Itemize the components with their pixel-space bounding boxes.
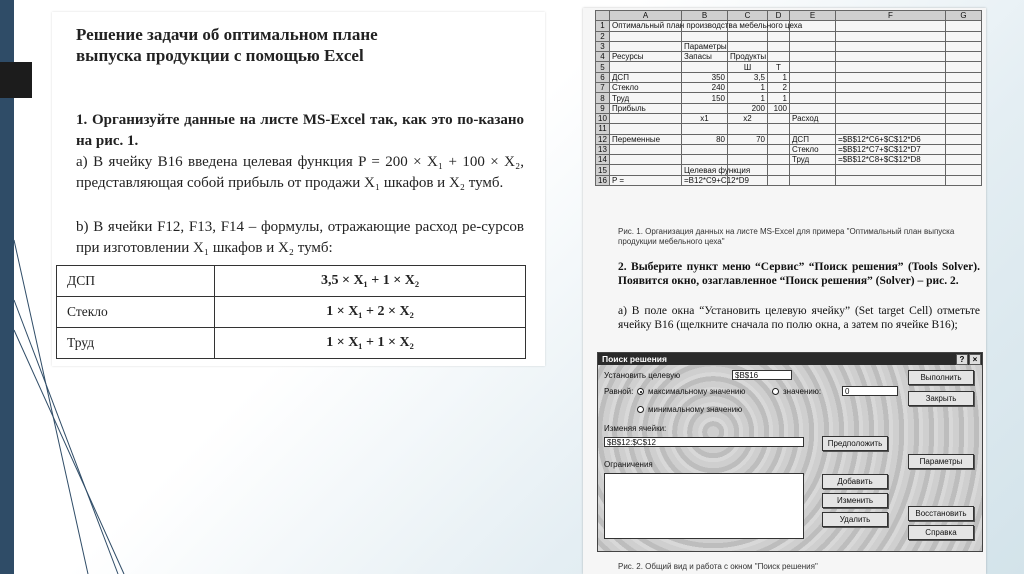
sheet-cell[interactable] bbox=[946, 155, 982, 165]
sheet-cell[interactable] bbox=[946, 93, 982, 103]
sheet-cell[interactable] bbox=[610, 31, 682, 41]
sheet-cell[interactable]: Труд bbox=[610, 93, 682, 103]
sheet-cell[interactable]: =$B$12*C6+$C$12*D6 bbox=[836, 134, 946, 144]
sheet-row bbox=[596, 144, 982, 154]
value-input[interactable]: 0 bbox=[842, 386, 898, 396]
sheet-cell[interactable] bbox=[836, 52, 946, 62]
sheet-cell[interactable]: Целевая функция bbox=[682, 165, 728, 175]
column-header: G bbox=[946, 11, 982, 21]
sheet-cell[interactable] bbox=[946, 83, 982, 93]
resource-formula: 3,5 × X₁ + 1 × X₂ bbox=[215, 266, 526, 297]
resource-name: Стекло bbox=[57, 297, 215, 328]
sheet-cell[interactable]: 1 bbox=[768, 72, 790, 82]
sheet-cell[interactable] bbox=[610, 124, 682, 134]
right-page bbox=[583, 8, 986, 574]
sheet-row bbox=[596, 83, 982, 93]
max-radio[interactable] bbox=[637, 388, 644, 395]
row-number: 8 bbox=[596, 93, 610, 103]
sheet-cell[interactable] bbox=[946, 103, 982, 113]
step-1b-text: b) В ячейки F12, F13, F14 – формулы, отражающие расход ре-сурсов при изготовлении X₁ шкафов и X₂ тумб: bbox=[76, 219, 524, 256]
sheet-row bbox=[596, 155, 982, 165]
sheet-cell[interactable] bbox=[836, 72, 946, 82]
sheet-cell[interactable]: Прибыль bbox=[610, 103, 682, 113]
column-header: A bbox=[610, 11, 682, 21]
sheet-row bbox=[596, 103, 982, 113]
sheet-cell[interactable]: ДСП bbox=[610, 72, 682, 82]
sheet-row bbox=[596, 113, 982, 123]
left-page bbox=[52, 12, 545, 366]
table-row bbox=[57, 297, 526, 328]
sheet-cell[interactable] bbox=[768, 134, 790, 144]
table-row bbox=[57, 328, 526, 359]
sheet-cell[interactable]: P = bbox=[610, 175, 682, 185]
sheet-row bbox=[596, 21, 982, 31]
sheet-cell[interactable] bbox=[728, 155, 768, 165]
equal-label: Равной: bbox=[604, 387, 634, 396]
sheet-cell[interactable] bbox=[790, 175, 836, 185]
sheet-cell[interactable] bbox=[836, 165, 946, 175]
row-number: 6 bbox=[596, 72, 610, 82]
sheet-cell[interactable]: Ресурсы bbox=[610, 52, 682, 62]
sheet-cell[interactable]: =$B$12*C7+$C$12*D7 bbox=[836, 144, 946, 154]
sheet-cell[interactable] bbox=[790, 124, 836, 134]
sheet-cell[interactable]: 1 bbox=[768, 93, 790, 103]
row-number: 13 bbox=[596, 144, 610, 154]
sheet-cell[interactable] bbox=[790, 72, 836, 82]
sheet-cell[interactable]: Запасы bbox=[682, 52, 728, 62]
change-button[interactable]: Изменить bbox=[822, 493, 888, 508]
sheet-cell[interactable] bbox=[790, 41, 836, 51]
sheet-cell[interactable] bbox=[682, 144, 728, 154]
sheet-cell[interactable] bbox=[946, 52, 982, 62]
sheet-cell[interactable] bbox=[768, 41, 790, 51]
sheet-cell[interactable]: Переменные bbox=[610, 134, 682, 144]
sheet-cell[interactable] bbox=[768, 155, 790, 165]
sheet-cell[interactable]: Продукты bbox=[728, 52, 768, 62]
close-icon[interactable]: × bbox=[969, 354, 981, 365]
sheet-cell[interactable]: 3,5 bbox=[728, 72, 768, 82]
sheet-cell[interactable] bbox=[790, 93, 836, 103]
row-number: 11 bbox=[596, 124, 610, 134]
sheet-row bbox=[596, 175, 982, 185]
column-header: B bbox=[682, 11, 728, 21]
sheet-cell[interactable]: Расход bbox=[790, 113, 836, 123]
sheet-cell[interactable] bbox=[836, 62, 946, 72]
step-2-text: 2. Выберите пункт меню “Сервис” “Поиск решения” (Tools Solver). Появится окно, озаглавленное “Поиск решения” (Solver) – рис. 2. bbox=[618, 261, 980, 287]
sheet-cell[interactable]: 70 bbox=[728, 134, 768, 144]
row-number: 10 bbox=[596, 113, 610, 123]
row-number: 5 bbox=[596, 62, 610, 72]
sheet-cell[interactable] bbox=[610, 41, 682, 51]
resource-formula-table bbox=[56, 265, 526, 359]
row-number: 7 bbox=[596, 83, 610, 93]
sheet-cell[interactable]: 150 bbox=[682, 93, 728, 103]
sheet-cell[interactable] bbox=[728, 124, 768, 134]
sheet-row bbox=[596, 124, 982, 134]
restore-button[interactable]: Восстановить bbox=[908, 506, 974, 521]
sheet-cell[interactable]: 100 bbox=[768, 103, 790, 113]
sheet-cell[interactable]: 1 bbox=[728, 93, 768, 103]
sheet-cell[interactable] bbox=[610, 165, 682, 175]
sheet-row bbox=[596, 165, 982, 175]
dialog-title-bar bbox=[598, 353, 982, 365]
sheet-row bbox=[596, 62, 982, 72]
step-2a-text: а) В поле окна “Установить целевую ячейку” (Set target Cell) отметьте ячейку B16 (щелкните сначала по полю окна, а затем по ячейке B16); bbox=[618, 305, 980, 331]
sheet-cell[interactable] bbox=[836, 31, 946, 41]
sheet-cell[interactable] bbox=[946, 124, 982, 134]
column-header: D bbox=[768, 11, 790, 21]
sheet-cell[interactable] bbox=[836, 113, 946, 123]
column-header-row bbox=[596, 11, 982, 21]
sheet-cell[interactable]: x2 bbox=[728, 113, 768, 123]
sheet-cell[interactable] bbox=[682, 103, 728, 113]
sheet-cell[interactable] bbox=[768, 113, 790, 123]
delete-button[interactable]: Удалить bbox=[822, 512, 888, 527]
sheet-cell[interactable] bbox=[836, 41, 946, 51]
sheet-row bbox=[596, 72, 982, 82]
parameters-button[interactable]: Параметры bbox=[908, 454, 974, 469]
sheet-cell[interactable]: 2 bbox=[768, 83, 790, 93]
sheet-cell[interactable] bbox=[836, 175, 946, 185]
sheet-row bbox=[596, 93, 982, 103]
sheet-cell[interactable] bbox=[682, 31, 728, 41]
sheet-cell[interactable]: Труд bbox=[790, 155, 836, 165]
sheet-cell[interactable] bbox=[610, 155, 682, 165]
sheet-cell[interactable] bbox=[790, 52, 836, 62]
sheet-cell[interactable] bbox=[946, 175, 982, 185]
close-button[interactable]: Закрыть bbox=[908, 391, 974, 406]
sheet-cell[interactable] bbox=[610, 144, 682, 154]
sheet-row bbox=[596, 52, 982, 62]
step-1-text: 1. Организуйте данные на листе MS-Excel так, как это по-казано на рис. 1. bbox=[76, 112, 524, 149]
row-number: 9 bbox=[596, 103, 610, 113]
changing-cells-label: Изменяя ячейки: bbox=[604, 424, 667, 433]
sheet-cell[interactable] bbox=[836, 21, 946, 31]
sheet-cell[interactable] bbox=[728, 41, 768, 51]
sheet-cell[interactable] bbox=[728, 31, 768, 41]
execute-button[interactable]: Выполнить bbox=[908, 370, 974, 385]
sheet-cell[interactable] bbox=[728, 144, 768, 154]
solver-dialog bbox=[597, 352, 983, 552]
sheet-corner bbox=[596, 11, 610, 21]
min-radio[interactable] bbox=[637, 406, 644, 413]
row-number: 2 bbox=[596, 31, 610, 41]
figure-1-caption: Рис. 1. Организация данных на листе MS-Excel для примера "Оптимальный план выпуска продукции мебельного цеха" bbox=[618, 227, 955, 246]
sheet-cell[interactable] bbox=[946, 41, 982, 51]
constraints-list[interactable] bbox=[604, 473, 804, 539]
sheet-cell[interactable] bbox=[946, 31, 982, 41]
sheet-cell[interactable] bbox=[610, 113, 682, 123]
dialog-title: Поиск решения bbox=[602, 354, 667, 364]
sheet-cell[interactable]: Стекло bbox=[610, 83, 682, 93]
row-number: 3 bbox=[596, 41, 610, 51]
sheet-cell[interactable]: =$B$12*C8+$C$12*D8 bbox=[836, 155, 946, 165]
sheet-cell[interactable]: 200 bbox=[728, 103, 768, 113]
sheet-cell[interactable] bbox=[946, 72, 982, 82]
sheet-cell[interactable] bbox=[682, 124, 728, 134]
sheet-cell[interactable] bbox=[610, 62, 682, 72]
row-number: 1 bbox=[596, 21, 610, 31]
resource-name: Труд bbox=[57, 328, 215, 359]
add-button[interactable]: Добавить bbox=[822, 474, 888, 489]
resource-name: ДСП bbox=[57, 266, 215, 297]
sheet-cell[interactable] bbox=[790, 103, 836, 113]
sheet-cell[interactable] bbox=[768, 144, 790, 154]
value-radio[interactable] bbox=[772, 388, 779, 395]
sheet-cell[interactable] bbox=[836, 103, 946, 113]
max-option-label: максимальному значению bbox=[648, 387, 746, 396]
table-row bbox=[57, 266, 526, 297]
sheet-cell[interactable] bbox=[768, 175, 790, 185]
sheet-row bbox=[596, 134, 982, 144]
sheet-cell[interactable] bbox=[768, 124, 790, 134]
sheet-cell[interactable] bbox=[946, 62, 982, 72]
row-number: 14 bbox=[596, 155, 610, 165]
sheet-cell[interactable] bbox=[790, 165, 836, 175]
sheet-cell[interactable]: Ш bbox=[728, 62, 768, 72]
sheet-row bbox=[596, 41, 982, 51]
sheet-cell[interactable] bbox=[682, 155, 728, 165]
sheet-cell[interactable] bbox=[790, 62, 836, 72]
column-header: E bbox=[790, 11, 836, 21]
changing-cells-input[interactable]: $B$12:$C$12 bbox=[604, 437, 804, 447]
sheet-cell[interactable] bbox=[946, 144, 982, 154]
resource-formula: 1 × X₁ + 2 × X₂ bbox=[215, 297, 526, 328]
sheet-cell[interactable]: =B12*C9+C12*D9 bbox=[682, 175, 728, 185]
sheet-cell[interactable] bbox=[682, 62, 728, 72]
sheet-cell[interactable]: ДСП bbox=[790, 134, 836, 144]
figure-2-caption: Рис. 2. Общий вид и работа с окном "Поиск решения" bbox=[618, 562, 818, 571]
row-number: 15 bbox=[596, 165, 610, 175]
constraints-label: Ограничения bbox=[604, 460, 653, 469]
min-option-label: минимальному значению bbox=[648, 405, 743, 414]
sheet-cell[interactable] bbox=[946, 21, 982, 31]
help-button[interactable]: Справка bbox=[908, 525, 974, 540]
sheet-cell[interactable] bbox=[790, 31, 836, 41]
sheet-cell[interactable]: x1 bbox=[682, 113, 728, 123]
sheet-cell[interactable] bbox=[836, 124, 946, 134]
sheet-cell[interactable] bbox=[836, 93, 946, 103]
sheet-cell[interactable]: Параметры bbox=[682, 41, 728, 51]
target-cell-input[interactable]: $B$16 bbox=[732, 370, 792, 380]
sheet-cell[interactable]: Оптимальный план производства мебельного цеха bbox=[610, 21, 682, 31]
row-number: 4 bbox=[596, 52, 610, 62]
sheet-cell[interactable]: 240 bbox=[682, 83, 728, 93]
guess-button[interactable]: Предположить bbox=[822, 436, 888, 451]
sheet-cell[interactable] bbox=[768, 165, 790, 175]
sheet-cell[interactable]: Стекло bbox=[790, 144, 836, 154]
value-option-label: значению: bbox=[783, 387, 822, 396]
sheet-cell[interactable]: 80 bbox=[682, 134, 728, 144]
sheet-cell[interactable] bbox=[768, 52, 790, 62]
sheet-cell[interactable]: 350 bbox=[682, 72, 728, 82]
step-1a-text: а) В ячейку B16 введена целевая функция P = 200 × X₁ + 100 × X₂, представляющая собой прибыль от продажи X₁ шкафов и X₂ тумб. bbox=[76, 154, 524, 191]
sheet-cell[interactable] bbox=[946, 165, 982, 175]
sheet-cell[interactable]: 1 bbox=[728, 83, 768, 93]
row-number: 16 bbox=[596, 175, 610, 185]
excel-sheet bbox=[595, 10, 982, 186]
sheet-row bbox=[596, 31, 982, 41]
column-header: C bbox=[728, 11, 768, 21]
sheet-cell[interactable] bbox=[790, 83, 836, 93]
sheet-cell[interactable] bbox=[946, 113, 982, 123]
resource-formula: 1 × X₁ + 1 × X₂ bbox=[215, 328, 526, 359]
sheet-cell[interactable] bbox=[946, 134, 982, 144]
sheet-cell[interactable] bbox=[768, 31, 790, 41]
column-header: F bbox=[836, 11, 946, 21]
row-number: 12 bbox=[596, 134, 610, 144]
sheet-cell[interactable] bbox=[836, 83, 946, 93]
sheet-cell[interactable]: Т bbox=[768, 62, 790, 72]
target-cell-label: Установить целевую bbox=[604, 371, 681, 380]
help-icon[interactable]: ? bbox=[956, 354, 968, 365]
page-title: Решение задачи об оптимальном плане выпуска продукции с помощью Excel bbox=[76, 25, 378, 65]
